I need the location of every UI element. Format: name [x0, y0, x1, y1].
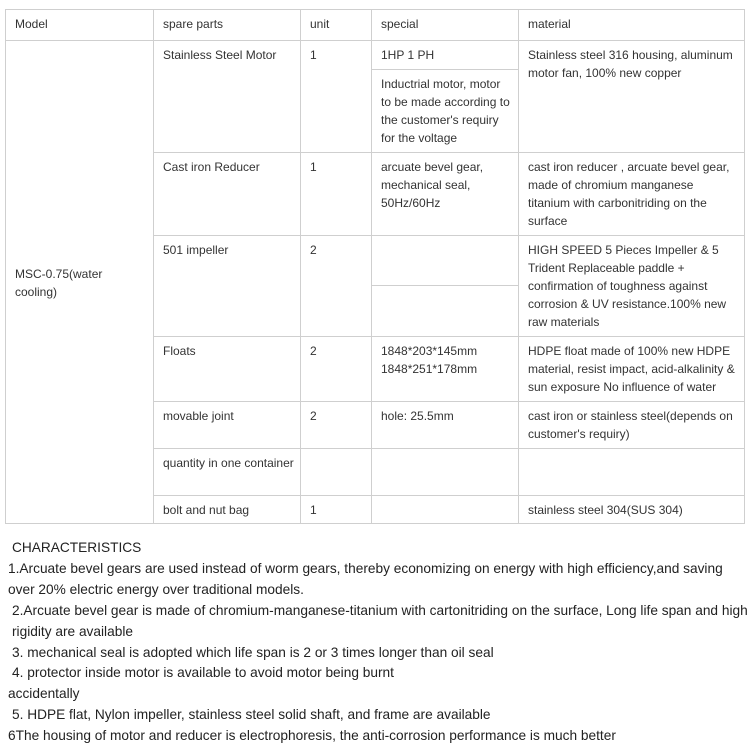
special-cell: hole: 25.5mm: [372, 402, 519, 449]
characteristic-item: 1.Arcuate bevel gears are used instead of worm gears, thereby economizing on energy with high efficiency,and saving over 20% electric energy over traditional models.: [8, 560, 723, 597]
characteristic-item: 3. mechanical seal is adopted which life span is 2 or 3 times longer than oil seal: [12, 644, 494, 660]
header-spare-parts: spare parts: [154, 10, 301, 41]
special-cell: [372, 496, 519, 524]
characteristics-title: CHARACTERISTICS: [12, 540, 142, 555]
header-unit: unit: [301, 10, 372, 41]
unit-cell: 2: [301, 402, 372, 449]
characteristic-item: 6The housing of motor and reducer is electrophoresis, the anti-corrosion performance is much better: [8, 728, 616, 744]
part-cell: 501 impeller: [154, 236, 301, 337]
material-cell: [519, 449, 745, 496]
material-cell: Stainless steel 316 housing, aluminum motor fan, 100% new copper: [519, 41, 745, 153]
unit-cell: 1: [301, 41, 372, 153]
characteristic-item: 5. HDPE flat, Nylon impeller, stainless steel solid shaft, and frame are available: [12, 707, 491, 723]
material-cell: cast iron or stainless steel(depends on customer's requiry): [519, 402, 745, 449]
unit-cell: 2: [301, 236, 372, 337]
unit-cell: 1: [301, 496, 372, 524]
material-cell: stainless steel 304(SUS 304): [519, 496, 745, 524]
unit-cell: [301, 449, 372, 496]
special-cell: Inductrial motor, motor to be made according to the customer's requiry for the voltage: [372, 70, 519, 153]
special-line: 1848*251*178mm: [381, 362, 478, 376]
characteristics-section: [8, 538, 750, 747]
header-material: material: [519, 10, 745, 41]
unit-cell: 1: [301, 153, 372, 236]
characteristic-item: 4. protector inside motor is available to avoid motor being burnt: [12, 665, 394, 681]
material-cell: HDPE float made of 100% new HDPE material, resist impact, acid-alkalinity & sun exposure No influence of water: [519, 337, 745, 402]
special-cell: [372, 236, 519, 286]
table-row: [6, 41, 745, 70]
part-cell: movable joint: [154, 402, 301, 449]
part-cell: Cast iron Reducer: [154, 153, 301, 236]
characteristic-item: 2.Arcuate bevel gear is made of chromium-manganese-titanium with cartonitriding on the surface, Long life span and high rigidity are available: [12, 602, 748, 639]
header-special: special: [372, 10, 519, 41]
part-cell: Stainless Steel Motor: [154, 41, 301, 153]
special-cell: [372, 337, 519, 402]
part-cell: quantity in one container: [154, 449, 301, 496]
unit-cell: 2: [301, 337, 372, 402]
special-cell: 1HP 1 PH: [372, 41, 519, 70]
material-cell: HIGH SPEED 5 Pieces Impeller & 5 Trident Replaceable paddle + confirmation of toughness against corrosion & UV resistance.100% new raw materials: [519, 236, 745, 337]
special-cell: [372, 449, 519, 496]
special-cell: arcuate bevel gear, mechanical seal, 50Hz/60Hz: [372, 153, 519, 236]
header-model: Model: [6, 10, 154, 41]
material-cell: cast iron reducer , arcuate bevel gear, made of chromium manganese titanium with carbonitriding on the surface: [519, 153, 745, 236]
model-cell: MSC-0.75(water cooling): [6, 41, 154, 524]
part-cell: Floats: [154, 337, 301, 402]
spare-parts-table: [5, 9, 745, 524]
special-line: 1848*203*145mm: [381, 344, 478, 358]
special-cell: [372, 286, 519, 337]
part-cell: bolt and nut bag: [154, 496, 301, 524]
characteristic-item: accidentally: [8, 686, 80, 702]
table-header-row: [6, 10, 745, 41]
